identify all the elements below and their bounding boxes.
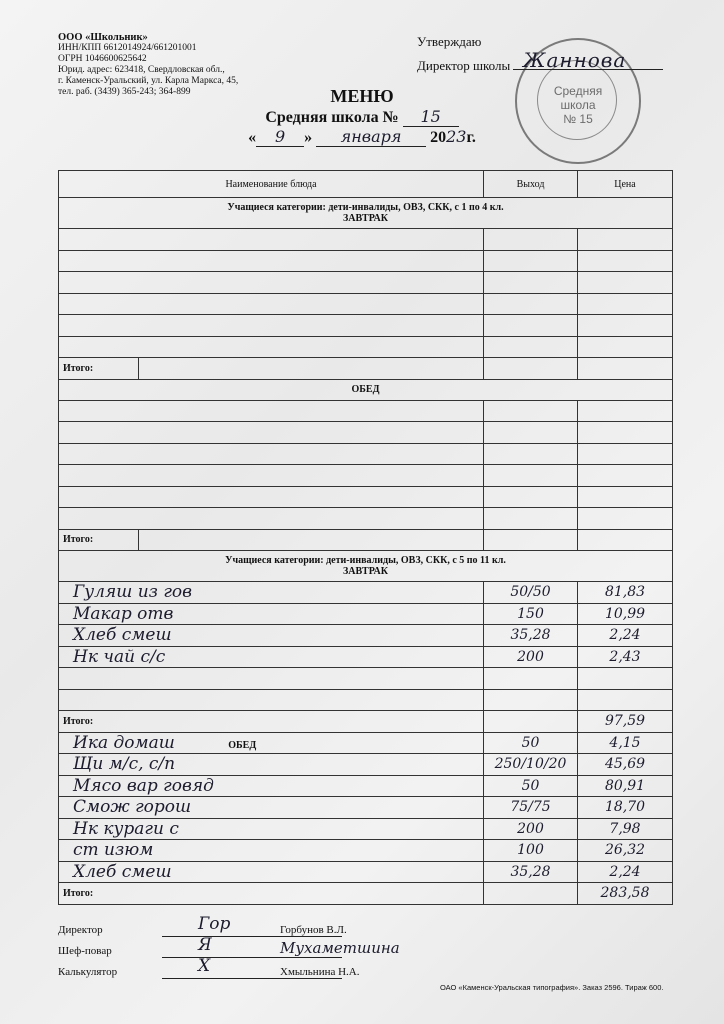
dish-output: 200 (484, 818, 578, 840)
table-row (59, 818, 673, 840)
dish-name: Макар отв (59, 603, 484, 625)
company-address-1: Юрид. адрес: 623418, Свердловская обл., (58, 65, 225, 75)
table-row (59, 293, 673, 315)
director-signature: Жаннова (523, 48, 627, 72)
group-2-title: Учащиеся категории: дети-инвалиды, ОВЗ, СКК, с 5 по 11 кл. (225, 555, 506, 566)
table-row (59, 315, 673, 337)
lunch-2-total: 283,58 (578, 883, 673, 905)
dish-price: 10,99 (578, 603, 673, 625)
col-header-price: Цена (578, 171, 673, 198)
table-row (59, 668, 673, 690)
group-1-header (59, 198, 673, 229)
dish-output: 50 (484, 775, 578, 797)
total-row (59, 358, 673, 380)
dish-name: Нк кураги с (59, 818, 484, 840)
table-row (59, 797, 673, 819)
signature-name: Горбунов В.Л. (280, 924, 347, 936)
dish-name: Хлеб смеш (59, 861, 484, 883)
table-row (59, 861, 673, 883)
company-name: ООО «Школьник» (58, 32, 148, 43)
signature-scribble: Х (198, 956, 211, 976)
signature-row (58, 914, 478, 941)
dish-output: 35,28 (484, 861, 578, 883)
table-row (59, 646, 673, 668)
dish-price: 4,15 (578, 732, 673, 754)
company-inn: ИНН/КПП 6612014924/661201001 (58, 43, 197, 53)
dish-price: 2,24 (578, 861, 673, 883)
table-row (59, 508, 673, 530)
school-number: 15 (403, 107, 459, 127)
dish-output: 100 (484, 840, 578, 862)
dish-name: ст изюм (59, 840, 484, 862)
lunch-1-header (59, 379, 673, 400)
signature-line (162, 978, 342, 979)
col-header-output: Выход (484, 171, 578, 198)
dish-output: 50 (484, 732, 578, 754)
table-header (59, 171, 673, 198)
group-2-header (59, 551, 673, 582)
dish-name: Щи м/с, с/п (59, 754, 484, 776)
table-row (59, 336, 673, 358)
date-month: января (316, 127, 426, 147)
school-prefix: Средняя школа № (265, 109, 399, 126)
school-line (0, 107, 724, 127)
printer-footer: ОАО «Каменск-Уральская типография». Заказ 2596. Тираж 600. (440, 983, 664, 992)
signature-role: Шеф-повар (58, 945, 112, 957)
dish-name: Мясо вар говяд (59, 775, 484, 797)
signature-name: Мухаметшина (280, 939, 400, 957)
year-end: г. (466, 129, 476, 146)
date-day: 9 (256, 127, 304, 147)
table-row (59, 732, 673, 754)
table-row (59, 400, 673, 422)
col-header-name: Наименование блюда (59, 171, 484, 198)
dish-price: 80,91 (578, 775, 673, 797)
dish-price: 45,69 (578, 754, 673, 776)
table-row (59, 465, 673, 487)
total-label: Итого: (59, 711, 484, 733)
table-row (59, 689, 673, 711)
dish-output: 250/10/20 (484, 754, 578, 776)
dish-price: 2,24 (578, 625, 673, 647)
dish-output: 50/50 (484, 582, 578, 604)
signature-role: Директор (58, 924, 103, 936)
lunch-2-title: ОБЕД (228, 739, 257, 751)
year-suffix: 23 (446, 127, 467, 146)
company-ogrn: ОГРН 1046600625642 (58, 54, 147, 64)
table-row (59, 250, 673, 272)
total-label: Итого: (59, 883, 484, 905)
date-line: « 9 » января 2023г. (248, 127, 476, 146)
dish-name: Нк чай с/с (59, 646, 484, 668)
table-row (59, 582, 673, 604)
dish-price: 81,83 (578, 582, 673, 604)
dish-price: 7,98 (578, 818, 673, 840)
stamp-text-mid: школа (560, 98, 596, 112)
dish-price: 2,43 (578, 646, 673, 668)
dish-name: Хлеб смеш (59, 625, 484, 647)
table-row (59, 625, 673, 647)
table-row (59, 840, 673, 862)
signature-line (162, 957, 342, 958)
signature-row (58, 935, 478, 962)
director-label: Директор школы (417, 58, 511, 73)
page-title: МЕНЮ (330, 86, 394, 106)
total-label: Итого: (59, 358, 139, 380)
company-address-2: г. Каменск-Уральский, ул. Карла Маркса, 45, (58, 76, 239, 86)
table-row (59, 443, 673, 465)
dish-name: Гуляш из гов (59, 582, 484, 604)
approve-label: Утверждаю (417, 34, 482, 49)
table-row (59, 486, 673, 508)
menu-table (58, 170, 673, 905)
total-label: Итого: (59, 529, 139, 551)
table-row (59, 754, 673, 776)
table-row (59, 775, 673, 797)
stamp-text-num: № 15 (563, 112, 593, 126)
dish-name: Ика домаш (73, 732, 175, 753)
lunch-1-title: ОБЕД (59, 379, 673, 400)
breakfast-1-title: ЗАВТРАК (342, 213, 388, 224)
breakfast-2-total: 97,59 (578, 711, 673, 733)
dish-price: 18,70 (578, 797, 673, 819)
year-prefix: 20 (430, 129, 447, 146)
dish-output: 150 (484, 603, 578, 625)
signature-scribble: Я (198, 935, 212, 955)
signature-row (58, 956, 478, 983)
company-phone: тел. раб. (3439) 365-243; 364-899 (58, 87, 191, 97)
signature-scribble: Гор (198, 914, 231, 934)
dish-output: 75/75 (484, 797, 578, 819)
dish-name: Смож горош (59, 797, 484, 819)
breakfast-2-title: ЗАВТРАК (342, 566, 388, 577)
total-row (59, 711, 673, 733)
table-row (59, 272, 673, 294)
signature-role: Калькулятор (58, 966, 118, 978)
table-row (59, 422, 673, 444)
total-row (59, 529, 673, 551)
signature-line (162, 936, 342, 937)
total-row (59, 883, 673, 905)
table-row (59, 229, 673, 251)
signatures-block (58, 914, 478, 983)
table-row (59, 603, 673, 625)
dish-output: 35,28 (484, 625, 578, 647)
signature-name: Хмыльнина Н.А. (280, 966, 360, 978)
stamp-text-top: Средняя (553, 84, 603, 98)
group-1-title: Учащиеся категории: дети-инвалиды, ОВЗ, СКК, с 1 по 4 кл. (227, 202, 504, 213)
dish-output: 200 (484, 646, 578, 668)
dish-price: 26,32 (578, 840, 673, 862)
